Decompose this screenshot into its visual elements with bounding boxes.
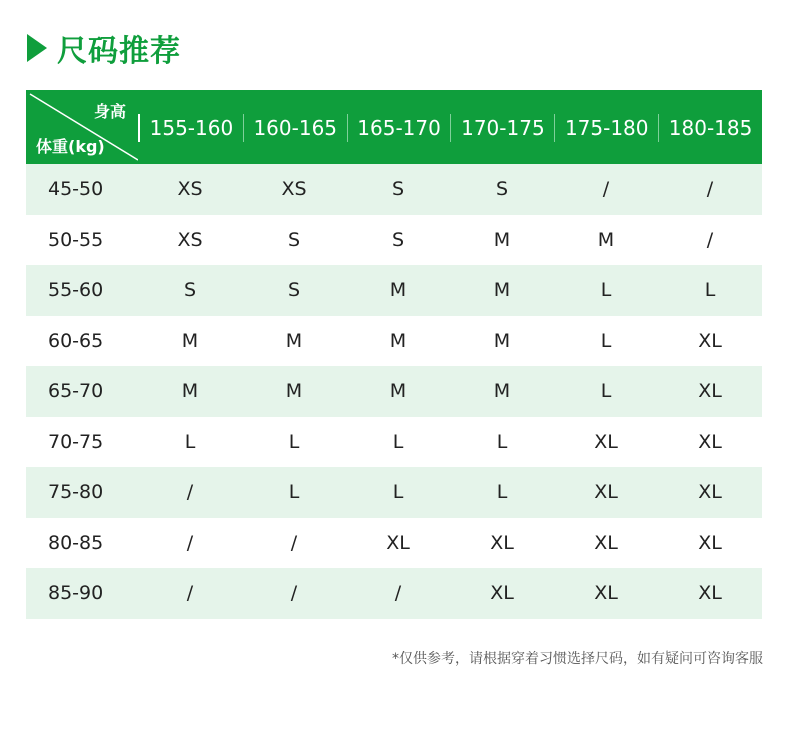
size-cell: XL	[594, 430, 618, 453]
size-cell: L	[184, 430, 196, 453]
size-cell: XS	[281, 178, 307, 201]
size-cell: S	[287, 228, 301, 251]
weight-axis-label: 体重(kg)	[36, 137, 105, 156]
size-cell: M	[493, 279, 511, 302]
size-cell: L	[704, 279, 716, 302]
size-cell: L	[600, 380, 612, 403]
table-row	[26, 265, 762, 316]
play-triangle-icon	[27, 34, 47, 62]
table-row	[26, 164, 762, 215]
size-cell: XL	[698, 430, 722, 453]
size-cell: M	[389, 279, 407, 302]
size-cell: S	[495, 178, 509, 201]
size-cell: /	[186, 582, 194, 605]
header-corner-cell	[26, 90, 138, 164]
size-cell: L	[288, 481, 300, 504]
size-cell: L	[392, 430, 404, 453]
size-cell: S	[183, 279, 197, 302]
height-header-cell: 170-175	[450, 114, 554, 142]
size-cell: M	[493, 380, 511, 403]
size-cell: S	[287, 279, 301, 302]
size-cell: XL	[490, 531, 514, 554]
size-cell: XL	[594, 531, 618, 554]
size-cell: S	[391, 178, 405, 201]
size-cell: XS	[177, 228, 203, 251]
table-header	[26, 90, 762, 164]
height-header-cell: 155-160	[138, 114, 243, 142]
height-axis-label: 身高	[93, 102, 126, 121]
weight-cell: 50-55	[48, 228, 104, 251]
size-cell: XL	[698, 531, 722, 554]
size-cell: XL	[490, 582, 514, 605]
size-cell: M	[285, 380, 303, 403]
size-chart-table	[26, 90, 762, 619]
size-cell: L	[496, 430, 508, 453]
weight-cell: 45-50	[48, 178, 104, 201]
size-cell: L	[392, 481, 404, 504]
size-cell: /	[290, 582, 298, 605]
size-cell: S	[391, 228, 405, 251]
size-cell: /	[186, 531, 194, 554]
table-row	[26, 518, 762, 569]
table-row	[26, 316, 762, 367]
size-cell: XS	[177, 178, 203, 201]
weight-cell: 55-60	[48, 279, 104, 302]
height-header-cell: 160-165	[243, 114, 347, 142]
size-cell: L	[600, 329, 612, 352]
weight-cell: 60-65	[48, 329, 104, 352]
size-cell: /	[602, 178, 610, 201]
size-cell: XL	[594, 481, 618, 504]
weight-cell: 80-85	[48, 531, 104, 554]
size-cell: XL	[386, 531, 410, 554]
size-cell: /	[394, 582, 402, 605]
section-heading	[27, 28, 181, 68]
size-cell: XL	[594, 582, 618, 605]
table-row	[26, 417, 762, 468]
table-row	[26, 568, 762, 619]
weight-cell: 85-90	[48, 582, 104, 605]
size-cell: XL	[698, 481, 722, 504]
size-cell: L	[288, 430, 300, 453]
height-header-cell: 180-185	[658, 114, 762, 142]
size-cell: L	[600, 279, 612, 302]
size-cell: /	[186, 481, 194, 504]
size-cell: M	[389, 329, 407, 352]
size-cell: M	[181, 329, 199, 352]
size-cell: /	[706, 228, 714, 251]
size-cell: M	[181, 380, 199, 403]
table-row	[26, 215, 762, 266]
height-header-cell: 175-180	[554, 114, 658, 142]
page-title: 尺码推荐	[57, 34, 181, 69]
size-cell: M	[597, 228, 615, 251]
size-cell: L	[496, 481, 508, 504]
weight-cell: 65-70	[48, 380, 104, 403]
weight-cell: 70-75	[48, 430, 104, 453]
table-row	[26, 467, 762, 518]
size-cell: /	[290, 531, 298, 554]
size-cell: M	[285, 329, 303, 352]
size-cell: XL	[698, 329, 722, 352]
weight-cell: 75-80	[48, 481, 104, 504]
size-cell: XL	[698, 380, 722, 403]
disclaimer-note: *仅供参考，请根据穿着习惯选择尺码，如有疑问可咨询客服	[392, 651, 763, 667]
table-row	[26, 366, 762, 417]
size-cell: M	[493, 329, 511, 352]
size-cell: XL	[698, 582, 722, 605]
size-cell: /	[706, 178, 714, 201]
size-cell: M	[493, 228, 511, 251]
height-header-cell: 165-170	[347, 114, 451, 142]
size-cell: M	[389, 380, 407, 403]
height-header-row	[138, 90, 762, 164]
